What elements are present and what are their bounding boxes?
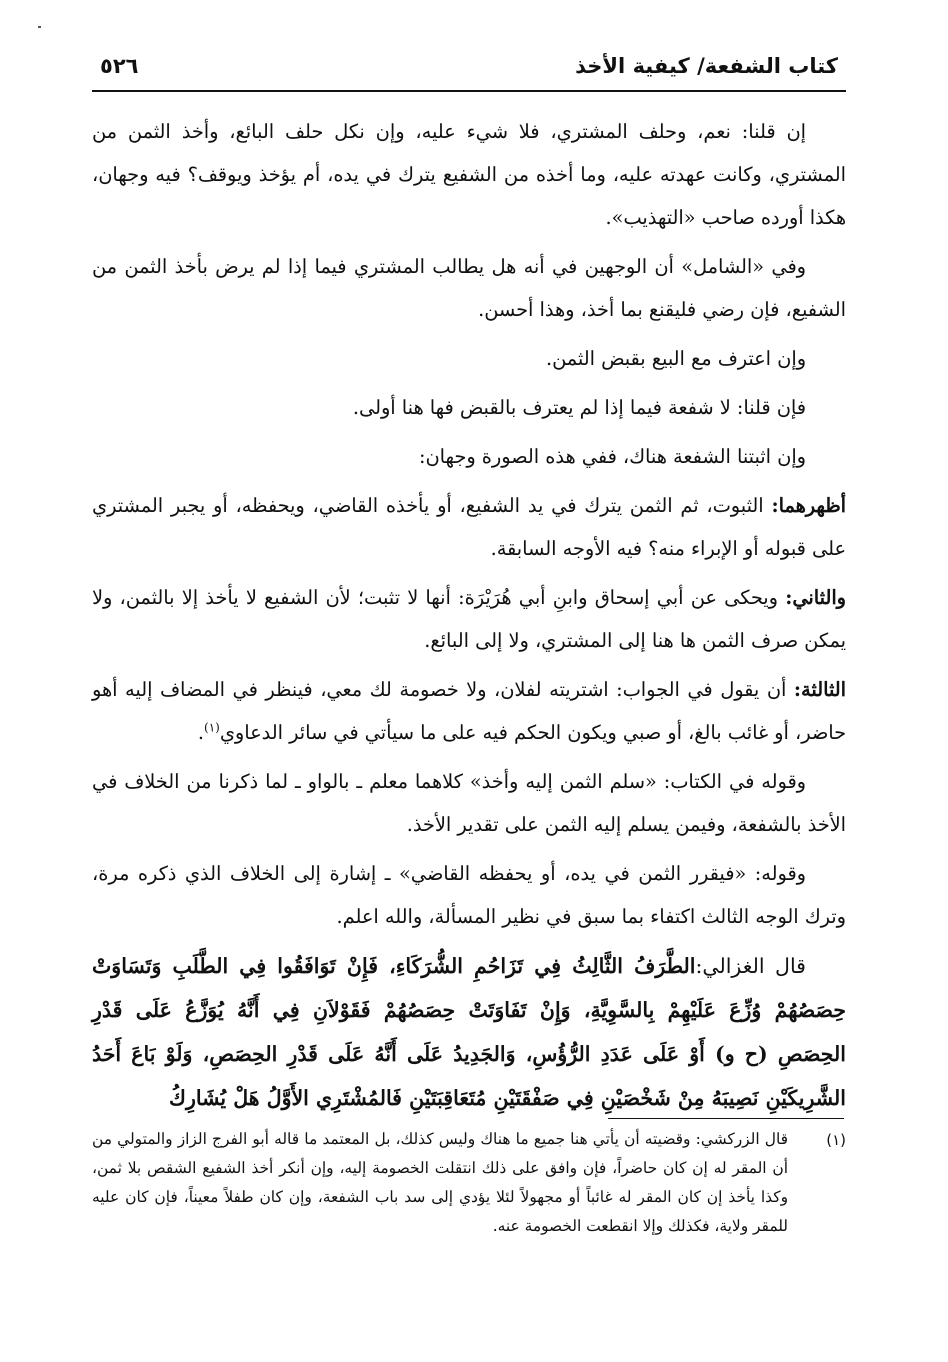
footnote-separator: [608, 1118, 844, 1119]
footnote-number: (١): [826, 1131, 846, 1149]
paragraph-text: ويحكى عن أبي إسحاق وابنِ أبي هُرَيْرَة: أنها لا تثبت؛ لأن الشفيع لا يأخذ إلا بالثمن، ولا يمكن صرف الثمن ها هنا إلى المشتري، ولا إلى البائع.: [92, 586, 846, 652]
paragraph: [92, 337, 846, 380]
footnote-reference[interactable]: (١): [204, 720, 220, 735]
paragraph-text: أن يقول في الجواب: اشتريته لفلان، ولا خصومة لك معي، فينظر في المضاف إليه أهو حاضر، أو غائب بالغ، أو صبي ويكون الحكم فيه على ما سيأتي في سائر الدعاوي: [92, 678, 846, 744]
paragraph: [92, 386, 846, 429]
main-text: [92, 110, 846, 1126]
paragraph: [92, 668, 846, 754]
paragraph: [92, 576, 846, 662]
paragraph-label: أظهرهما:: [771, 494, 846, 517]
paragraph: [92, 484, 846, 570]
paragraph: [92, 852, 846, 938]
paragraph-text: إن قلنا: نعم، وحلف المشتري، فلا شيء عليه، وإن نكل حلف البائع، وأخذ الثمن من المشتري، وكانت عهدته عليه، وما أخذه من الشفيع يترك في يده، أم يؤخذ ويوقف؟ فيه وجهان، هكذا أورده صاحب «التهذيب».: [92, 120, 846, 229]
scan-speck: [38, 26, 41, 28]
paragraph: [92, 435, 846, 478]
paragraph-text: وقوله: «فيقرر الثمن في يده، أو يحفظه القاضي» ـ إشارة إلى الخلاف الذي ذكره مرة، وترك الوجه الثالث اكتفاء بما سبق في نظير المسألة، والله اعلم.: [92, 862, 846, 928]
paragraph: [92, 760, 846, 846]
footnote-text: قال الزركشي: وقضيته أن يأتي هنا جميع ما هناك وليس كذلك، بل المعتمد ما قاله أبو الفرج الزاز والمتولي من أن المقر له إن كان حاضراً، فإن وافق على ذلك انتقلت الخصومة إليه، وإن أنكر أخذ الشفيع الشقص بلا ثمن، وكذا يأخذ إن كان المقر له غائباً أو مجهولاً لئلا يؤدي إلى سد باب الشفعة، وإن كان طفلاً معيناً، فإن كان عليه للمقر ولاية، فكذلك وإلا انقطعت الخصومة عنه.: [92, 1130, 788, 1235]
paragraph-text: وإن اثبتنا الشفعة هناك، ففي هذه الصورة وجهان:: [419, 445, 806, 468]
page-header: [92, 40, 846, 92]
paragraph-label: الثالثة:: [793, 678, 846, 701]
footnotes: [92, 1125, 846, 1241]
paragraph-text: وفي «الشامل» أن الوجهين في أنه هل يطالب المشتري فيما إذا لم يرض بأخذ الثمن من الشفيع، فإن رضي فليقنع بما أخذ، وهذا أحسن.: [92, 255, 846, 321]
quote-attribution: قال الغزالي:: [695, 954, 806, 978]
paragraph-text: فإن قلنا: لا شفعة فيما إذا لم يعترف بالقبض فها هنا أولى.: [352, 396, 806, 419]
paragraph: [92, 245, 846, 331]
paragraph-label: والثاني:: [785, 586, 846, 609]
paragraph: [92, 110, 846, 239]
quote-text: الطَّرَفُ الثَّالِثُ فِي تَزَاحُمِ الشُّرَكَاءِ، فَإِنْ تَوَافَقُوا فِي الطَّلَبِ وَتَسَاوَتْ حِصَصُهُمْ وُزِّعَ عَلَيْهِمْ بِالسَّوِيَّةِ، وَإِنْ تَفَاوَتَتْ حِصَصُهُمْ فَقَوْلاَنِ فِي أَنَّهُ يُوَزَّعُ عَلَى قَدْرِ الحِصَصِ (ح و) أَوْ عَلَى عَدَدِ الرُّؤُسِ، وَالجَدِيدُ عَلَى أَنَّهُ عَلَى قَدْرِ الحِصَصِ، وَلَوْ بَاعَ أَحَدُ الشَّرِيكَيْنِ نَصِيبَهُ مِنْ شَخْصَيْنِ فِي صَفْقَتَيْنِ مُتَعَاقِبَتَيْنِ فَالمُشْتَرِي الأَوَّلُ هَلْ يُشَارِكُ: [92, 954, 846, 1110]
running-title: كتاب الشفعة/ كيفية الأخذ: [575, 54, 838, 78]
paragraph-text: الثبوت، ثم الثمن يترك في يد الشفيع، أو يأخذه القاضي، ويحفظه، أو يجبر المشتري على قبوله أو الإبراء منه؟ فيه الأوجه السابقة.: [92, 494, 846, 560]
paragraph-text: وقوله في الكتاب: «سلم الثمن إليه وأخذ» كلاهما معلم ـ بالواو ـ لما ذكرنا من الخلاف في الأخذ بالشفعة، وفيمن يسلم إليه الثمن على تقدير الأخذ.: [92, 770, 846, 836]
paragraph-text: وإن اعترف مع البيع بقبض الثمن.: [545, 347, 806, 370]
quoted-matn: [92, 944, 846, 1120]
paragraph-tail: .: [197, 721, 204, 744]
page-number: ٥٢٦: [100, 54, 139, 78]
